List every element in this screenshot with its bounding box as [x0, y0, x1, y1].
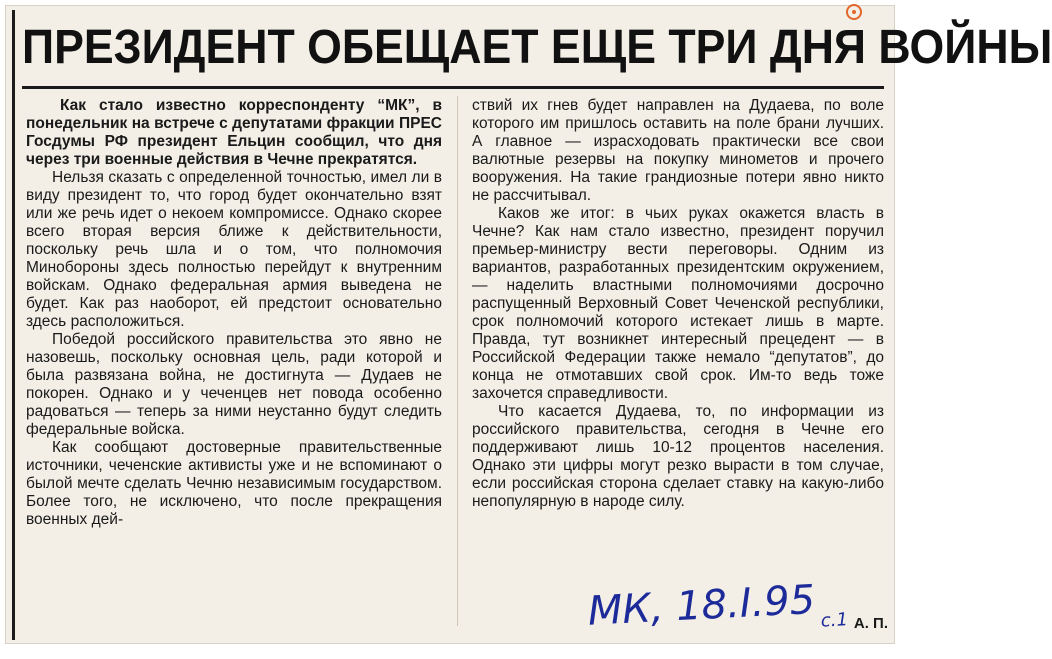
- archive-stamp-icon: [846, 4, 862, 20]
- article-paragraph-continuation: ствий их гнев будет направлен на Дудаева, по воле которого им пришлось оставить на поле брани лучших. А главное — израсходовать практически все свои валютные резервы на покупку минометов и прочего вооружения. На такие грандиозные потери явно никто не рассчитывал.: [472, 97, 884, 204]
- left-margin-rule: [12, 10, 15, 640]
- article-paragraph: Победой российского правительства это явно не назовешь, поскольку основная цель, ради которой и была развязана война, не достигнута — Дудаев не покорен. Однако и у чеченцев нет повода особенно радоваться — теперь за ними неустанно будут следить федеральные войска.: [26, 331, 442, 438]
- handwritten-date: МК, 18.I.95: [586, 576, 817, 635]
- article-paragraph: Каков же итог: в чьих руках окажется власть в Чечне? Как нам стало известно, президент поручил премьер-министру вести переговоры. Одним из вариантов, разработанных президентским окружением, — наделить властными полномочиями досрочно распущенный Верховный Совет Чеченской республики, срок полномочий которого истекает лишь в марте. Правда, тут возникнет интересный прецедент — в Российской Федерации также немало “депутатов”, до конца не отмотавших свой срок. Им-то ведь тоже захочется справедливости.: [472, 205, 884, 402]
- article-author: А. П.: [853, 615, 888, 632]
- article-paragraph: Что касается Дудаева, то, по информации из российского правительства, сегодня в Чечне его поддерживают лишь 10-12 процентов населения. Однако эти цифры могут резко вырасти в том случае, если российская сторона сделает ставку на какую-либо непопулярную в народе силу.: [472, 403, 884, 510]
- handwritten-page: с.1: [820, 609, 849, 632]
- article-paragraph: Нельзя сказать с определенной точностью, имел ли в виду президент то, что город будет окончательно взят или же речь идет о некоем компромиссе. Однако скорее всего вторая версия ближе к действительности, поскольку речь шла и о том, что полномочия Минобороны здесь полностью перейдут к внутренним войскам. Однако федеральная армия выведена не будет. Как раз наоборот, ей предстоит основательно здесь расположиться.: [26, 169, 442, 330]
- article-column-left: [26, 97, 442, 529]
- article-lead: Как стало известно корреспонденту “МК”, в понедельник на встрече с депутатами фракции ПРЕС Госдумы РФ президент Ельцин сообщил, что дня через три военные действия в Чечне прекратятся.: [26, 97, 442, 168]
- article-column-right: [472, 97, 884, 511]
- article-headline: ПРЕЗИДЕНТ ОБЕЩАЕТ ЕЩЕ ТРИ ДНЯ ВОЙНЫ: [22, 21, 1052, 74]
- column-divider: [457, 96, 458, 626]
- article-paragraph: Как сообщают достоверные правительственные источники, чеченские активисты уже и не вспоминают о былой мечте сделать Чечню независимым государством. Более того, не исключено, что после прекращения военных дей-: [26, 439, 442, 528]
- headline-rule: [22, 86, 884, 89]
